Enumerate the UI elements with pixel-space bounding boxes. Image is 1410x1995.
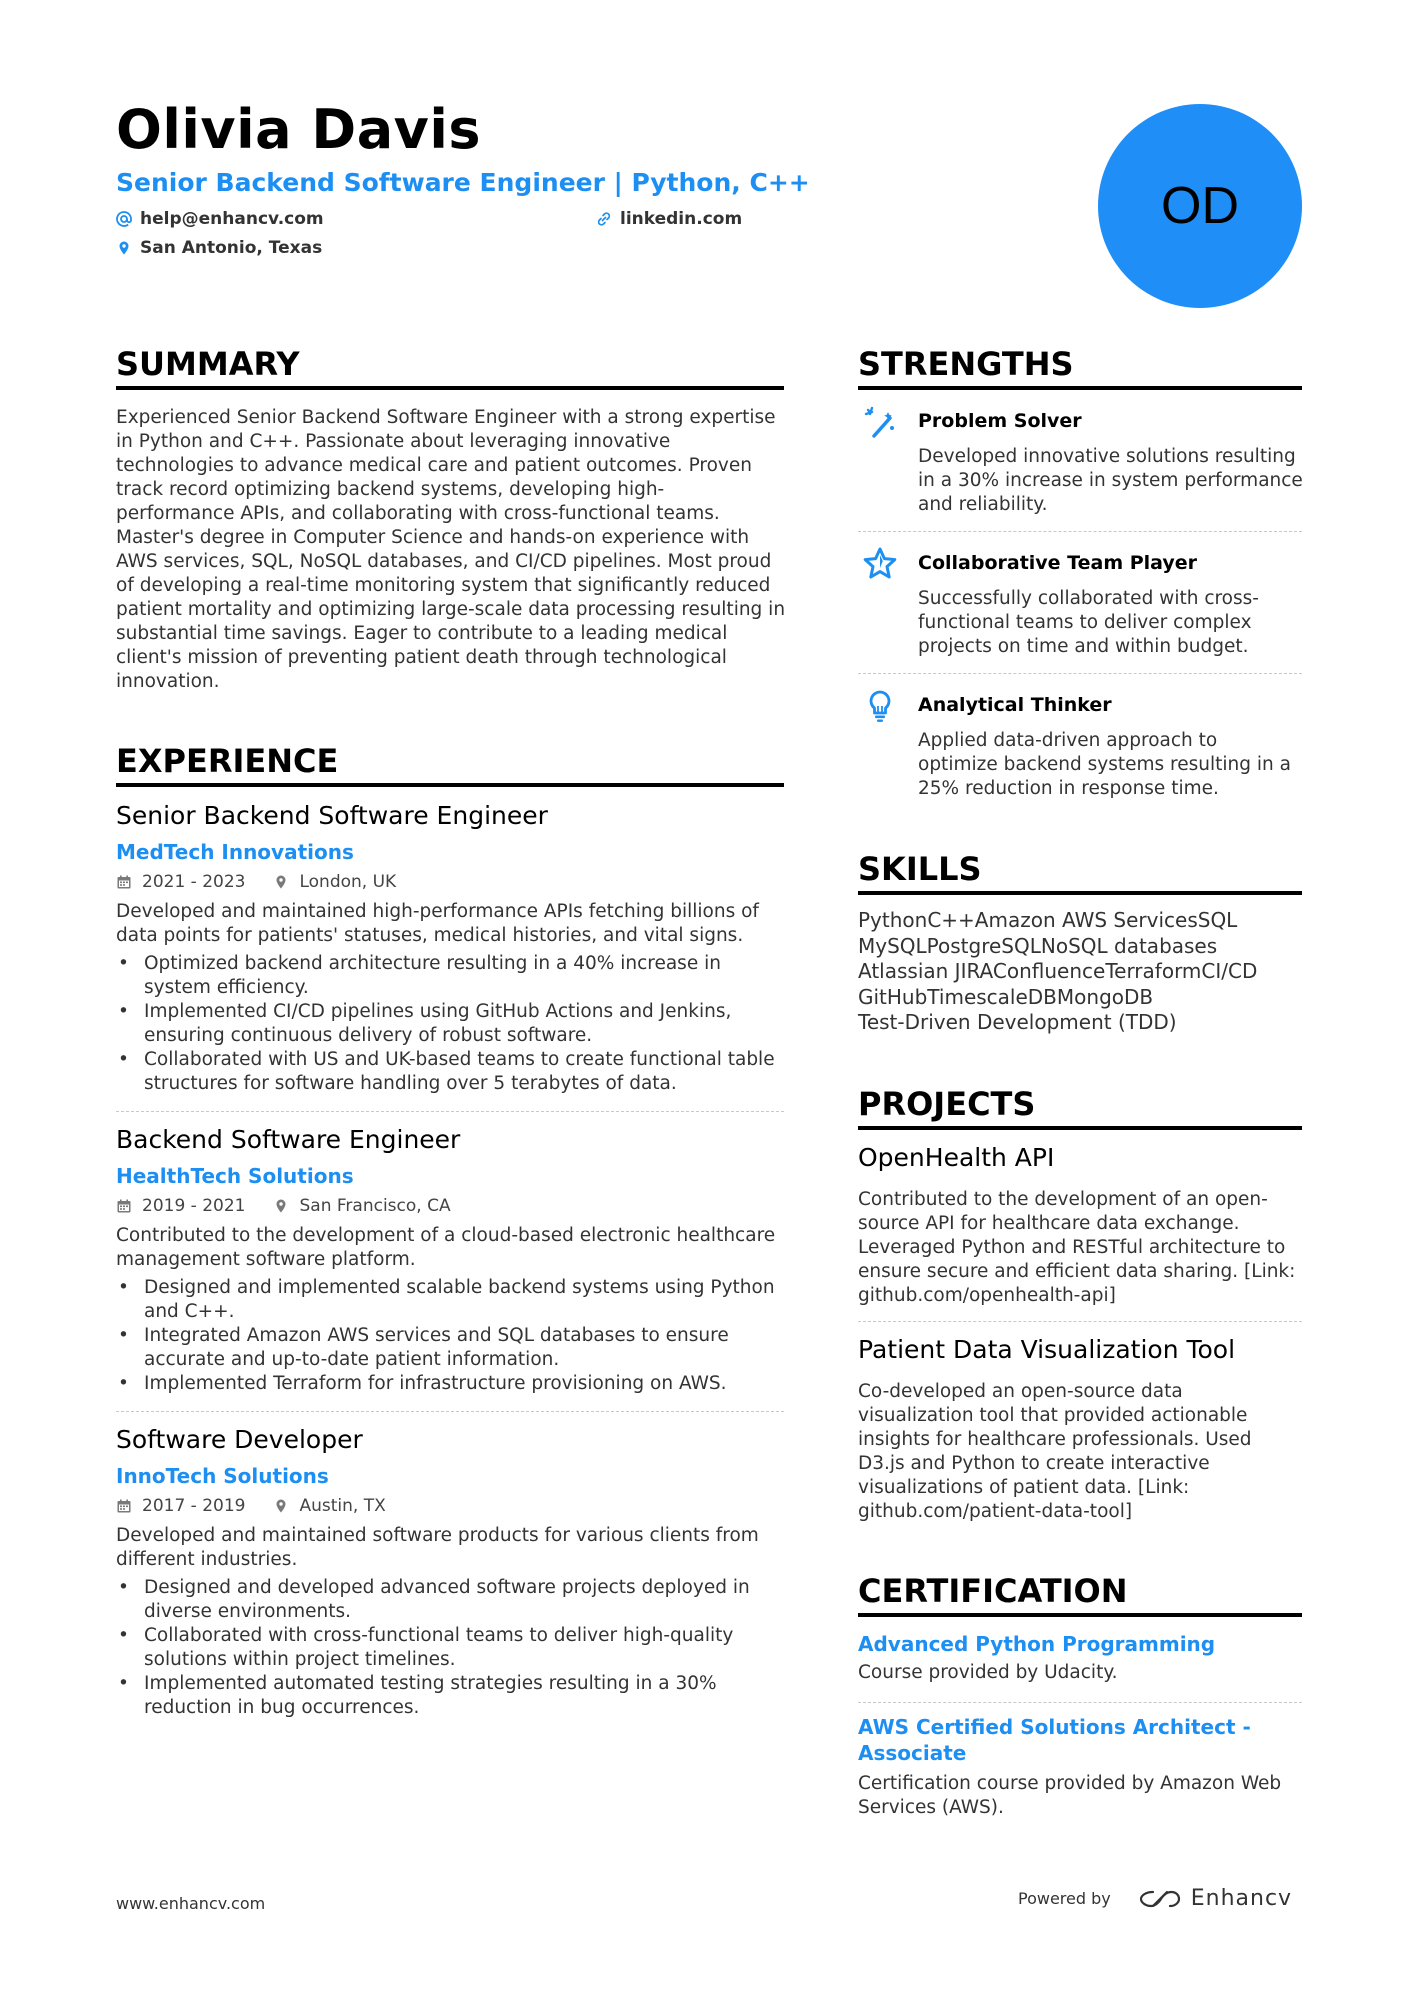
list-item: • Designed and developed advanced software projects deployed in diverse environments.: [116, 1576, 796, 1624]
company-name: InnoTech Solutions: [116, 1464, 329, 1488]
project-title: Patient Data Visualization Tool: [858, 1335, 1236, 1364]
avatar-initials: OD: [1161, 177, 1239, 235]
location-pin-icon: [273, 1198, 289, 1214]
certification-description: Course provided by Udacity.: [858, 1662, 1118, 1683]
list-item: • Implemented automated testing strategies resulting in a 30% reduction in bug occurrences.: [116, 1672, 796, 1720]
job-meta: 2017 - 2019 Austin, TX: [116, 1496, 386, 1516]
projects-heading: PROJECTS: [858, 1085, 1036, 1123]
job-description: Contributed to the development of a cloud-based electronic healthcare management software platform.: [116, 1225, 776, 1270]
projects-rule: [858, 1126, 1302, 1130]
project-title: OpenHealth API: [858, 1143, 1055, 1172]
calendar-icon: [116, 1198, 132, 1214]
calendar-icon: [116, 1498, 132, 1514]
project-description: Contributed to the development of an open- source API for healthcare data exchange. Leveraged Python and RESTful architecture to ensure secure and efficient data sharing. [Link: github.com/openhealth-api]: [858, 1189, 1296, 1306]
certification-heading: CERTIFICATION: [858, 1572, 1128, 1610]
certification-rule: [858, 1613, 1302, 1617]
list-item: Test-Driven Development (TDD): [858, 1010, 1177, 1034]
strength-description: Applied data-driven approach to optimize backend systems resulting in a 25% reduction in response time.: [918, 730, 1291, 799]
list-item: PythonC++Amazon AWS ServicesSQL: [858, 908, 1238, 932]
job-bullets: [116, 1276, 796, 1396]
list-item: • Integrated Amazon AWS services and SQL databases to ensure accurate and up-to-date patient information.: [116, 1324, 796, 1372]
skills-list: [858, 908, 1308, 1036]
strengths-rule: [858, 386, 1302, 390]
candidate-name: Olivia Davis: [116, 98, 481, 161]
job-meta: 2019 - 2021 San Francisco, CA: [116, 1196, 451, 1216]
at-icon: [116, 211, 132, 227]
divider: [116, 1111, 784, 1112]
job-description: Developed and maintained software products for various clients from different industries.: [116, 1525, 759, 1570]
location-pin-icon: [273, 1498, 289, 1514]
link-icon: [596, 211, 612, 227]
list-item: • Implemented Terraform for infrastructure provisioning on AWS.: [116, 1372, 796, 1396]
job-bullets: [116, 952, 796, 1096]
job-title: Backend Software Engineer: [116, 1125, 461, 1154]
company-name: MedTech Innovations: [116, 840, 354, 864]
list-item: MySQLPostgreSQLNoSQL databases: [858, 933, 1218, 958]
summary-rule: [116, 386, 784, 390]
job-title: Software Developer: [116, 1425, 363, 1454]
contact-email[interactable]: [116, 209, 324, 229]
divider: [858, 1702, 1302, 1703]
certification-title: AWS Certified Solutions Architect - Associate: [858, 1715, 1251, 1765]
experience-heading: EXPERIENCE: [116, 742, 339, 780]
list-item: • Implemented CI/CD pipelines using GitHub Actions and Jenkins, ensuring continuous delivery of robust software.: [116, 1000, 796, 1048]
powered-by-text: Powered by: [1018, 1889, 1111, 1908]
list-item: • Designed and implemented scalable backend systems using Python and C++.: [116, 1276, 796, 1324]
experience-rule: [116, 783, 784, 787]
project-description: Co-developed an open-source data visualization tool that provided actionable insights for healthcare professionals. Used D3.js and Python to create interactive visualizations of patient data. [Link: github.com/patient-data-tool]: [858, 1381, 1252, 1522]
strength-description: Developed innovative solutions resulting in a 30% increase in system performance and reliability.: [918, 446, 1303, 515]
strength-title: Analytical Thinker: [918, 694, 1112, 716]
strengths-heading: STRENGTHS: [858, 345, 1074, 383]
location-pin-icon: [116, 240, 132, 256]
list-item: Atlassian JIRAConfluenceTerraformCI/CD: [858, 959, 1258, 983]
divider: [858, 1321, 1302, 1322]
linkedin-text: linkedin.com: [620, 209, 743, 229]
summary-text: Experienced Senior Backend Software Engineer with a strong expertise in Python and C++. Passionate about leveraging innovative technologies to advance medical care and patient outcomes. Proven track record optimizing backend systems, developing high- performance APIs, and collaborating with cross-functional teams. Master's degree in Computer Science and hands-on experience with AWS services, SQL, NoSQL databases, and CI/CD pipelines. Most proud of developing a real-time monitoring system that significantly reduced patient mortality and optimizing large-scale data processing resulting in substantial time savings. Eager to contribute to a leading medical client's mission of preventing patient death through technological innovation.: [116, 407, 786, 692]
list-item: • Optimized backend architecture resulting in a 40% increase in system efficiency.: [116, 952, 796, 1000]
location-pin-icon: [273, 874, 289, 890]
company-name: HealthTech Solutions: [116, 1164, 354, 1188]
star-icon: [862, 546, 898, 582]
contact-location: [116, 238, 322, 258]
skills-heading: SKILLS: [858, 850, 982, 888]
job-bullets: [116, 1576, 796, 1720]
job-title: Senior Backend Software Engineer: [116, 801, 548, 830]
enhancv-logo-icon: [1137, 1887, 1183, 1911]
magic-wand-icon: [862, 404, 898, 440]
strength-title: Collaborative Team Player: [918, 552, 1198, 574]
location-text: San Antonio, Texas: [140, 238, 323, 258]
skills-rule: [858, 891, 1302, 895]
job-description: Developed and maintained high-performance APIs fetching billions of data points for patients' statuses, medical histories, and vital signs.: [116, 901, 759, 946]
avatar: [1098, 104, 1302, 308]
brand-name: Enhancv: [1190, 1886, 1293, 1911]
list-item: GitHubTimescaleDBMongoDB: [858, 984, 1154, 1009]
candidate-headline: Senior Backend Software Engineer | Python, C++: [116, 168, 810, 197]
email-text: help@enhancv.com: [140, 209, 324, 229]
list-item: • Collaborated with US and UK-based teams to create functional table structures for software handling over 5 terabytes of data.: [116, 1048, 796, 1096]
certification-title: Advanced Python Programming: [858, 1632, 1216, 1656]
calendar-icon: [116, 874, 132, 890]
divider: [858, 531, 1302, 532]
strength-title: Problem Solver: [918, 410, 1082, 432]
footer-website[interactable]: www.enhancv.com: [116, 1894, 266, 1913]
strength-description: Successfully collaborated with cross- functional teams to deliver complex projects on time and within budget.: [918, 588, 1259, 657]
list-item: • Collaborated with cross-functional teams to deliver high-quality solutions within project timelines.: [116, 1624, 796, 1672]
certification-description: Certification course provided by Amazon Web Services (AWS).: [858, 1773, 1282, 1818]
job-meta: 2021 - 2023 London, UK: [116, 872, 396, 892]
summary-heading: SUMMARY: [116, 345, 300, 383]
lightbulb-icon: [862, 688, 898, 724]
divider: [858, 673, 1302, 674]
footer-branding: [1018, 1886, 1292, 1911]
contact-linkedin[interactable]: [596, 209, 742, 229]
divider: [116, 1411, 784, 1412]
